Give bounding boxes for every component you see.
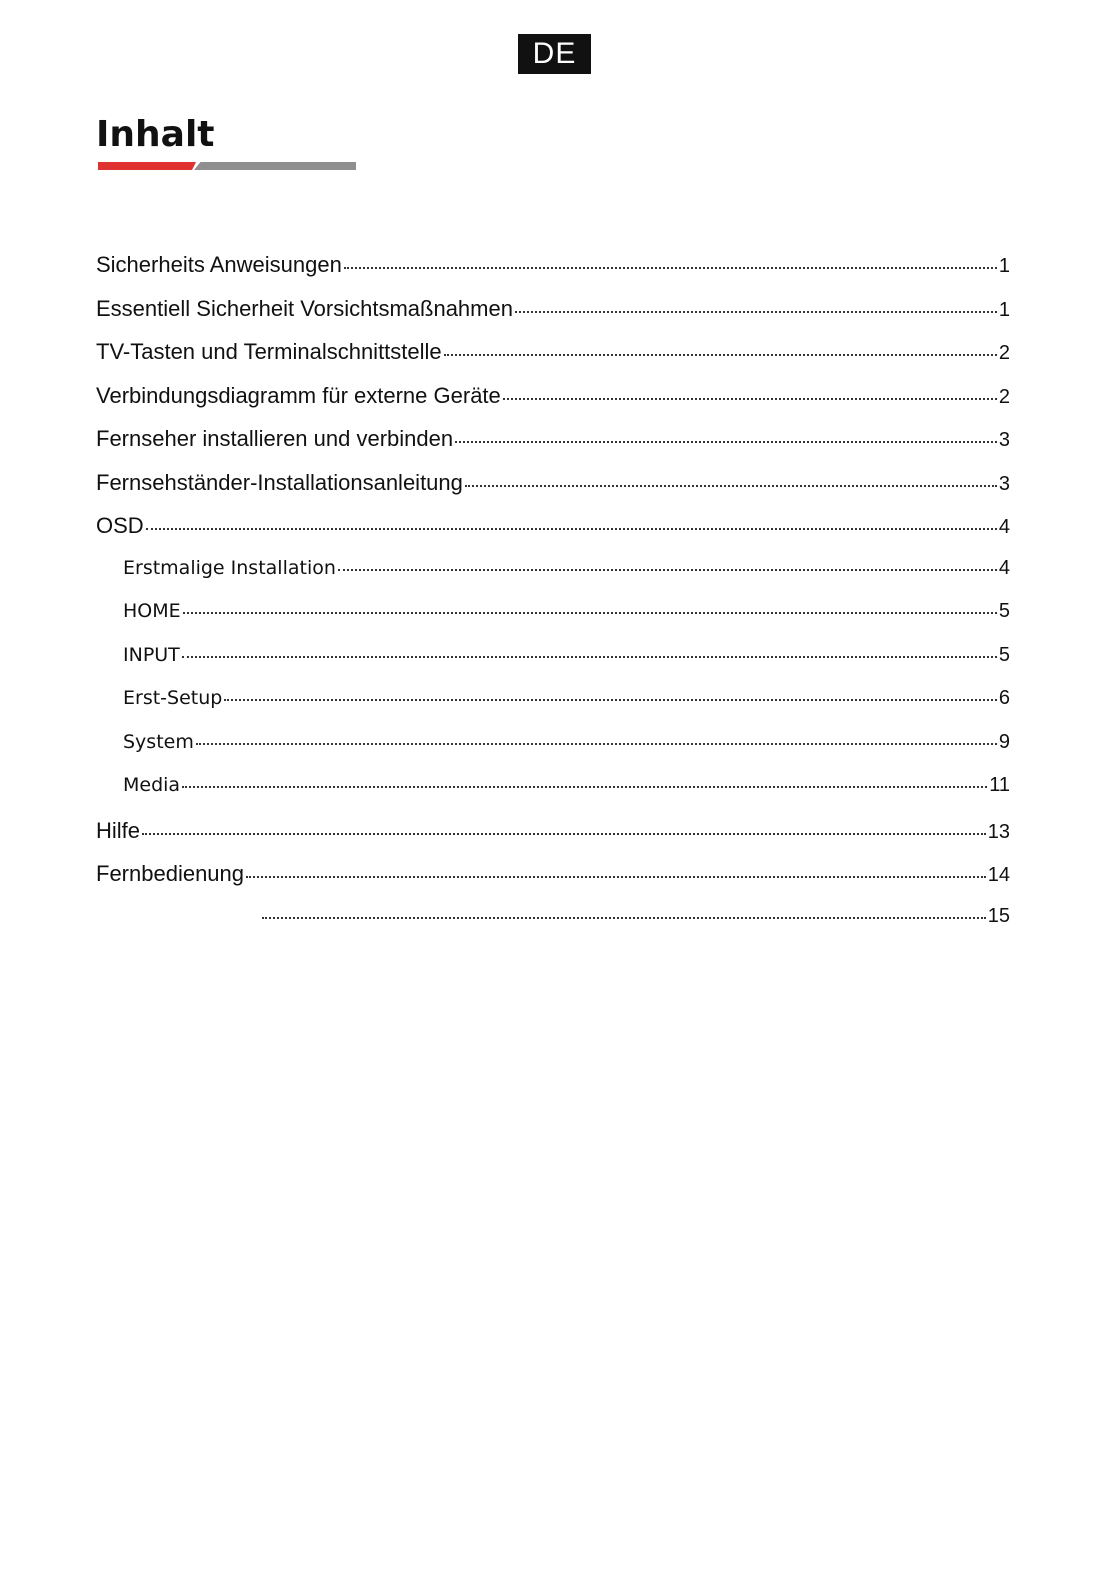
toc-dot-leader bbox=[465, 485, 997, 487]
title-underline-grey bbox=[194, 162, 356, 170]
toc-page-number: 6 bbox=[998, 687, 1010, 709]
toc-entry-label: Sicherheits Anweisungen bbox=[96, 252, 342, 277]
toc-entry-label: TV-Tasten und Terminalschnittstelle bbox=[96, 339, 442, 364]
toc-page-number: 15 bbox=[987, 904, 1010, 927]
language-badge: DE bbox=[518, 34, 591, 74]
toc-dot-leader bbox=[146, 528, 997, 530]
toc-subentry[interactable] bbox=[96, 687, 1010, 731]
table-of-contents bbox=[96, 252, 1010, 948]
toc-page-number: 4 bbox=[998, 516, 1010, 538]
toc-page-number: 2 bbox=[998, 385, 1010, 408]
toc-dot-leader bbox=[142, 833, 986, 835]
toc-entry-label: Media bbox=[123, 774, 181, 796]
toc-entry-label: Fernseher installieren und verbinden bbox=[96, 426, 454, 451]
toc-entry-label: Erstmalige Installation bbox=[123, 556, 336, 579]
toc-entry[interactable] bbox=[96, 861, 1010, 905]
toc-page-number: 3 bbox=[998, 429, 1010, 451]
toc-page-number: 2 bbox=[998, 342, 1010, 364]
toc-page-number: 1 bbox=[998, 298, 1010, 321]
toc-dot-leader bbox=[182, 656, 997, 658]
toc-dot-leader bbox=[246, 876, 986, 878]
toc-entry-label: INPUT bbox=[123, 643, 180, 666]
toc-subentry[interactable] bbox=[96, 600, 1010, 644]
toc-dot-leader bbox=[503, 398, 997, 400]
toc-dot-leader bbox=[224, 699, 997, 701]
toc-entry[interactable] bbox=[96, 513, 1010, 557]
toc-page-number: 13 bbox=[987, 820, 1010, 843]
toc-entry-label: System bbox=[123, 730, 194, 753]
toc-page-number: 5 bbox=[998, 600, 1010, 622]
toc-entry[interactable] bbox=[96, 296, 1010, 340]
toc-dot-leader bbox=[455, 441, 997, 443]
toc-dot-leader bbox=[262, 917, 986, 919]
title-underline bbox=[98, 162, 356, 170]
page-title: Inhalt bbox=[96, 114, 215, 155]
toc-entry-label: Hilfe bbox=[96, 817, 141, 843]
toc-entry-label: HOME bbox=[123, 600, 181, 622]
toc-entry-label: Fernsehständer-Installationsanleitung bbox=[96, 469, 463, 495]
toc-entry-label: Essentiell Sicherheit Vorsichtsmaßnahmen bbox=[96, 295, 513, 321]
toc-dot-leader bbox=[182, 786, 987, 788]
toc-entry[interactable] bbox=[96, 383, 1010, 427]
toc-subentry[interactable] bbox=[96, 557, 1010, 601]
toc-page-number: 9 bbox=[998, 730, 1010, 753]
toc-subentry[interactable] bbox=[96, 731, 1010, 775]
toc-page-number: 11 bbox=[989, 774, 1010, 796]
toc-dot-leader bbox=[338, 569, 997, 571]
toc-page-number: 5 bbox=[998, 643, 1010, 666]
toc-dot-leader bbox=[183, 612, 997, 614]
toc-subentry[interactable] bbox=[96, 644, 1010, 688]
toc-dot-leader bbox=[196, 743, 997, 745]
toc-dot-leader bbox=[444, 354, 997, 356]
toc-entry-label: Verbindungsdiagramm für externe Geräte bbox=[96, 382, 501, 408]
toc-entry-label: OSD bbox=[96, 513, 144, 538]
toc-entry-unlabeled[interactable] bbox=[96, 905, 1010, 949]
toc-page-number: 1 bbox=[998, 255, 1010, 277]
title-underline-red bbox=[98, 162, 196, 170]
toc-subentry[interactable] bbox=[96, 774, 1010, 818]
toc-entry[interactable] bbox=[96, 470, 1010, 514]
toc-entry[interactable] bbox=[96, 426, 1010, 470]
toc-entry-label: Fernbedienung bbox=[96, 861, 245, 886]
toc-entry[interactable] bbox=[96, 339, 1010, 383]
toc-page-number: 3 bbox=[998, 472, 1010, 495]
toc-entry[interactable] bbox=[96, 252, 1010, 296]
toc-entry-label: Erst-Setup bbox=[123, 687, 223, 709]
toc-entry[interactable] bbox=[96, 818, 1010, 862]
toc-dot-leader bbox=[515, 311, 997, 313]
toc-page-number: 4 bbox=[998, 556, 1010, 579]
toc-dot-leader bbox=[344, 267, 997, 269]
toc-page-number: 14 bbox=[987, 864, 1010, 886]
